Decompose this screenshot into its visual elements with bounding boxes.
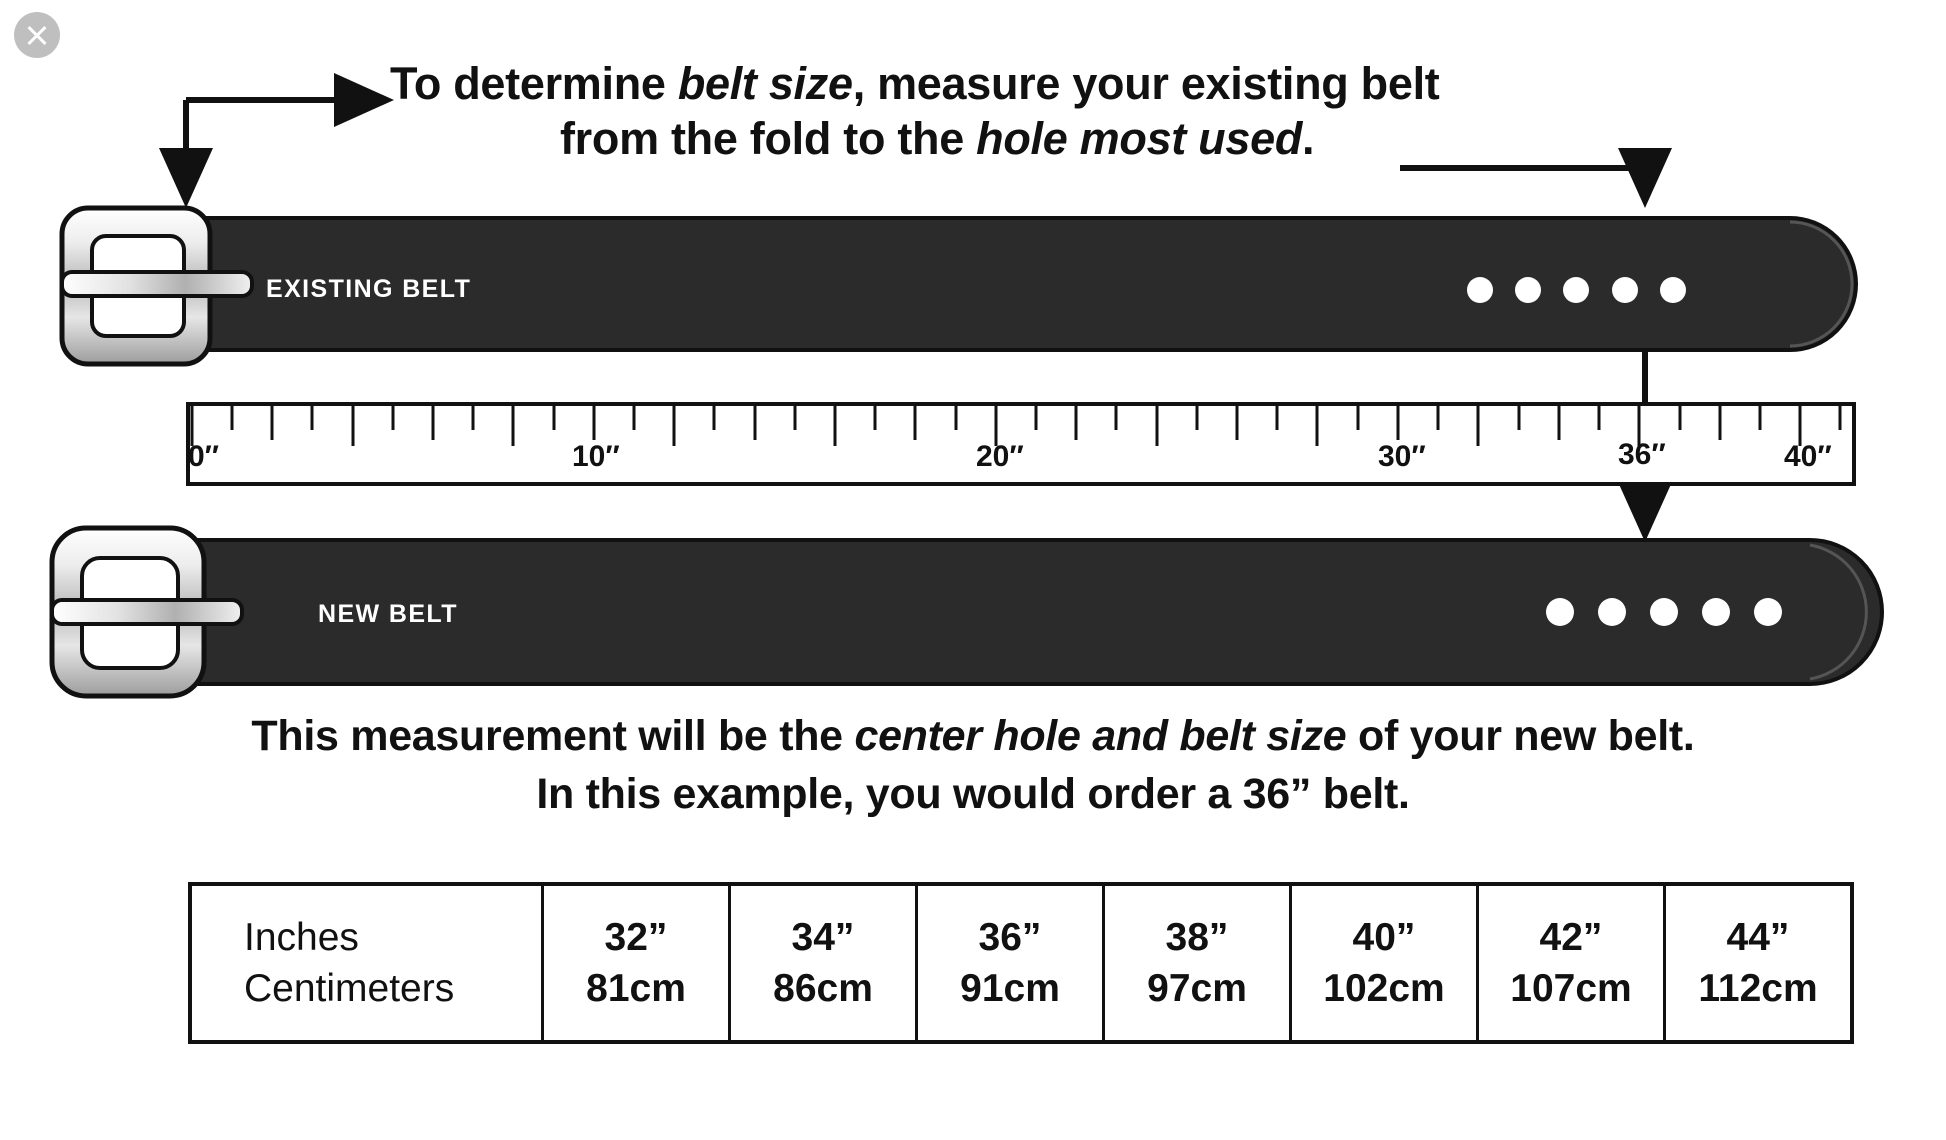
cell-cm-32: 81cm [586,967,686,1010]
headline-line-2 [560,113,1314,165]
headline-line1-prefix: To determine [390,58,678,109]
cell-inches-44: 44” [1726,915,1790,959]
table-column-38 [1105,886,1292,1040]
ruler-tick-label-30: 30″ [1378,440,1426,473]
cell-cm-38: 97cm [1147,967,1247,1010]
ruler-tick-label-0: 0″ [188,440,220,473]
table-column-36 [918,886,1105,1040]
cell-cm-44: 112cm [1698,967,1818,1010]
new-belt-label: NEW BELT [318,600,458,628]
existing-belt-label: EXISTING BELT [266,275,472,303]
caption-line1-suffix: of your new belt. [1346,712,1695,760]
cell-inches-42: 42” [1539,915,1603,959]
table-column-42 [1479,886,1666,1040]
table-row-labels [192,886,544,1040]
belt-size-table [188,882,1854,1044]
ruler-tick-label-36: 36″ [1618,438,1666,471]
headline-line2-prefix: from the fold to the [560,113,977,164]
row-label-centimeters: Centimeters [244,967,455,1010]
table-column-44 [1666,886,1850,1040]
cell-inches-34: 34” [791,915,855,959]
cell-inches-36: 36” [978,915,1042,959]
caption-line1-prefix: This measurement will be the [251,712,855,760]
cell-cm-42: 107cm [1510,967,1632,1010]
ruler-tick-label-10: 10″ [572,440,620,473]
headline-line-1 [390,58,1439,110]
ruler-tick-label-40: 40″ [1784,440,1832,473]
cell-inches-32: 32” [604,915,668,959]
cell-cm-40: 102cm [1323,967,1445,1010]
table-column-34 [731,886,918,1040]
close-icon[interactable] [14,12,60,58]
leader-line-right [1400,168,1645,196]
table-column-32 [544,886,731,1040]
cell-cm-34: 86cm [773,967,873,1010]
caption-line-2: In this example, you would order a 36” belt. [536,770,1410,818]
headline-line1-emphasis: belt size [677,58,853,109]
leader-line-left [186,100,382,196]
caption-line-1 [0,712,1946,761]
headline-line2-suffix: . [1302,113,1315,164]
table-column-40 [1292,886,1479,1040]
row-label-inches: Inches [244,915,359,959]
headline-line2-emphasis: hole most used [976,113,1303,164]
cell-cm-36: 91cm [960,967,1060,1010]
cell-inches-40: 40” [1352,915,1416,959]
headline-line1-suffix: , measure your existing belt [852,58,1440,109]
caption-line1-emphasis: center hole and belt size [854,712,1347,760]
ruler-tick-label-20: 20″ [976,440,1024,473]
cell-inches-38: 38” [1165,915,1229,959]
